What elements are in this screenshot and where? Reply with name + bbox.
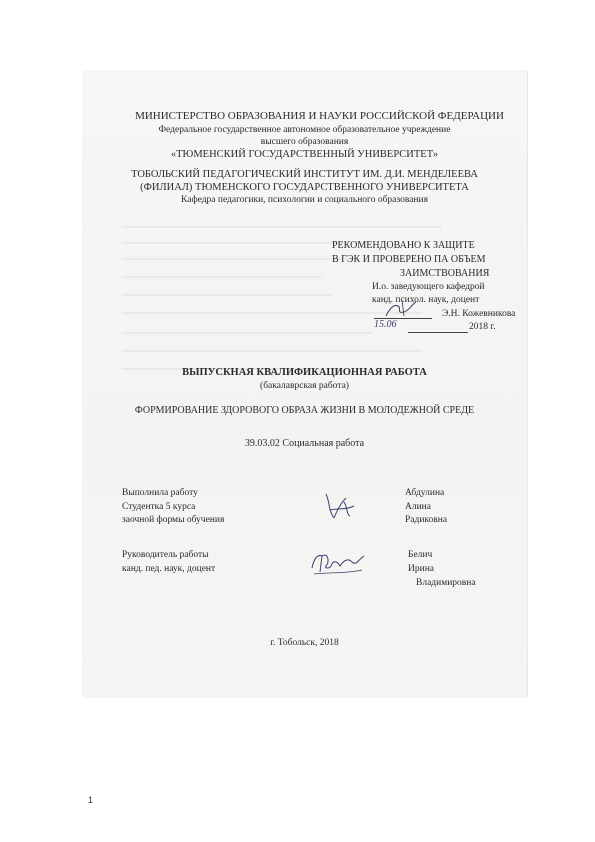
supervisor-name-1: Белич: [408, 550, 433, 560]
approval-line-5: канд. психол. наук, доцент: [372, 295, 480, 305]
department-name: Кафедра педагогики, психологии и социального образования: [181, 195, 428, 205]
student-label-2: Студентка 5 курса: [122, 502, 196, 512]
approval-line-3: ЗАИМСТВОВАНИЯ: [400, 268, 490, 279]
work-type: ВЫПУСКНАЯ КВАЛИФИКАЦИОННАЯ РАБОТА: [182, 367, 427, 378]
bleed-through-line: [122, 350, 422, 352]
supervisor-signature-icon: [308, 548, 368, 578]
supervisor-label-2: канд. пед. наук, доцент: [122, 564, 216, 574]
date-line: [408, 332, 468, 333]
approval-line-2: В ГЭК И ПРОВЕРЕНО ПА ОБЪЕМ: [332, 254, 486, 265]
scanned-title-page: [82, 70, 528, 698]
head-signature-icon: [382, 298, 422, 320]
approval-line-4: И.о. заведующего кафедрой: [372, 282, 485, 292]
supervisor-name-3: Владимировна: [416, 578, 476, 588]
bleed-through-line: [122, 258, 352, 260]
student-signature-icon: [320, 488, 358, 524]
institution-type-line-2: высшего образования: [260, 137, 349, 147]
signer-name: Э.Н. Кожевникова: [442, 309, 516, 319]
supervisor-name-2: Ирина: [408, 564, 434, 574]
approval-line-1: РЕКОМЕНДОВАНО К ЗАЩИТЕ: [332, 240, 475, 251]
bleed-through-line: [122, 332, 372, 334]
city-year: г. Тобольск, 2018: [270, 638, 339, 648]
student-label-1: Выполнила работу: [122, 488, 198, 498]
ministry-line: МИНИСТЕРСТВО ОБРАЗОВАНИЯ И НАУКИ РОССИЙСКОЙ ФЕДЕРАЦИИ: [135, 110, 504, 122]
specialty: 39.03.02 Социальная работа: [244, 438, 365, 449]
student-name-3: Радиковна: [405, 515, 448, 525]
work-subtype: (бакалаврская работа): [260, 381, 349, 391]
supervisor-label-1: Руководитель работы: [122, 550, 209, 560]
handwritten-date: 15.06: [374, 319, 397, 330]
institution-type-line: Федеральное государственное автономное образовательное учреждение: [158, 125, 451, 135]
bleed-through-line: [122, 312, 422, 314]
bleed-through-line: [122, 294, 332, 296]
student-name-2: Алина: [405, 502, 431, 512]
student-name-1: Абдулина: [405, 488, 445, 498]
page-number: 1: [88, 795, 94, 805]
institute-name-line-1: ТОБОЛЬСКИЙ ПЕДАГОГИЧЕСКИЙ ИНСТИТУТ ИМ. Д.И. МЕНДЕЛЕЕВА: [131, 169, 478, 180]
approval-year: 2018 г.: [469, 322, 496, 332]
university-name: «ТЮМЕНСКИЙ ГОСУДАРСТВЕННЫЙ УНИВЕРСИТЕТ»: [170, 149, 439, 160]
bleed-through-line: [122, 226, 442, 228]
institute-name-line-2: (ФИЛИАЛ) ТЮМЕНСКОГО ГОСУДАРСТВЕННОГО УНИВЕРСИТЕТА: [140, 182, 469, 193]
bleed-through-line: [122, 276, 322, 278]
student-label-3: заочной формы обучения: [122, 515, 225, 525]
work-title: ФОРМИРОВАНИЕ ЗДОРОВОГО ОБРАЗА ЖИЗНИ В МОЛОДЕЖНОЙ СРЕДЕ: [134, 405, 475, 416]
